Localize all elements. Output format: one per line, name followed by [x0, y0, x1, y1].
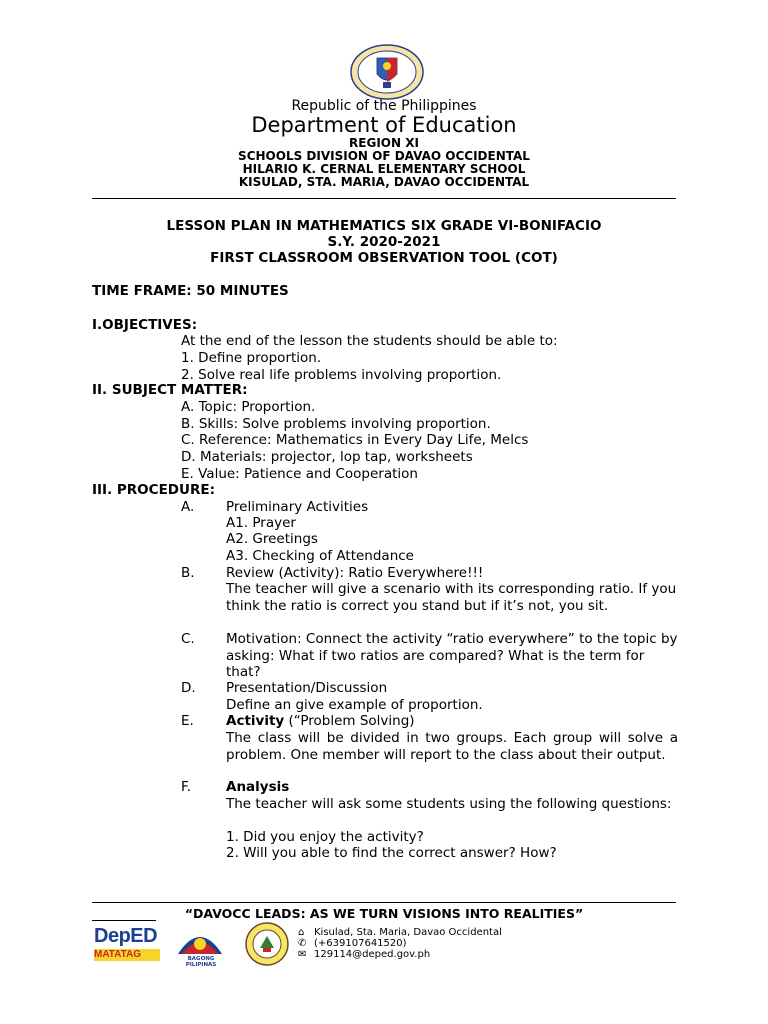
step-a-title: Preliminary Activities — [226, 499, 369, 515]
step-f-question: 1. Did you enjoy the activity? — [226, 829, 424, 845]
contact-email: 129114@deped.gov.ph — [314, 949, 431, 960]
step-d-letter: D. — [181, 680, 196, 696]
subject-matter-heading: II. SUBJECT MATTER: — [92, 382, 248, 398]
step-f-body: The teacher will ask some students using the following questions: — [226, 796, 672, 812]
contact-address: Kisulad, Sta. Maria, Davao Occidental — [314, 927, 502, 938]
procedure-heading: III. PROCEDURE: — [92, 482, 215, 498]
republic-line: Republic of the Philippines — [291, 98, 477, 114]
deped-logo-text: DepED — [94, 925, 158, 947]
header-divider — [92, 198, 676, 199]
email-icon: ✉ — [298, 949, 307, 960]
step-f-title: Analysis — [226, 779, 290, 795]
step-e-letter: E. — [181, 713, 194, 729]
phone-icon: ✆ — [298, 938, 307, 949]
department-title: Department of Education — [251, 113, 517, 137]
school-line: HILARIO K. CERNAL ELEMENTARY SCHOOL — [242, 162, 526, 176]
step-a-letter: A. — [181, 499, 195, 515]
step-f-question: 2. Will you able to find the correct answer? How? — [226, 845, 557, 861]
step-b-title: Review (Activity): Ratio Everywhere!!! — [226, 565, 484, 581]
step-a-sub: A2. Greetings — [226, 531, 318, 547]
step-d-body: Define an give example of proportion. — [226, 697, 483, 713]
objectives-heading: I.OBJECTIVES: — [92, 317, 198, 333]
subject-item: D. Materials: projector, lop tap, worksheets — [181, 449, 473, 465]
footer-short-rule — [92, 920, 156, 921]
step-b-letter: B. — [181, 565, 195, 581]
step-e-title-rest: (“Problem Solving) — [284, 713, 415, 729]
step-e-title — [226, 713, 678, 730]
step-e-title-bold: Activity — [226, 713, 285, 729]
step-d-title: Presentation/Discussion — [226, 680, 388, 696]
region-line: REGION XI — [349, 136, 419, 150]
deped-matatag-logo — [94, 925, 160, 961]
subject-item: C. Reference: Mathematics in Every Day Life, Melcs — [181, 432, 529, 448]
subject-item: E. Value: Patience and Cooperation — [181, 466, 418, 482]
observation-title: FIRST CLASSROOM OBSERVATION TOOL (COT) — [210, 250, 558, 266]
footer-divider — [92, 902, 676, 903]
objective-item: 2. Solve real life problems involving proportion. — [181, 367, 502, 383]
step-a-sub: A3. Checking of Attendance — [226, 548, 414, 564]
step-c-body: Motivation: Connect the activity “ratio everywhere” to the topic by asking: What if two ratios are compared? What is the term for that? — [226, 631, 678, 681]
school-year: S.Y. 2020-2021 — [327, 234, 441, 250]
home-icon: ⌂ — [298, 927, 305, 938]
footer-motto: “DAVOCC LEADS: AS WE TURN VISIONS INTO REALITIES” — [184, 906, 584, 921]
step-c-letter: C. — [181, 631, 195, 647]
step-f-letter: F. — [181, 779, 191, 795]
school-seal-logo — [245, 922, 289, 966]
lesson-plan-title: LESSON PLAN IN MATHEMATICS SIX GRADE VI-BONIFACIO — [166, 218, 602, 234]
objective-item: 1. Define proportion. — [181, 350, 322, 366]
step-a-sub: A1. Prayer — [226, 515, 296, 531]
division-line: SCHOOLS DIVISION OF DAVAO OCCIDENTAL — [238, 149, 530, 163]
step-b-body: The teacher will give a scenario with its corresponding ratio. If you think the ratio is correct you stand but if it’s not, you sit. — [226, 581, 677, 614]
bagong-pilipinas-text: BAGONG PILIPINAS — [185, 956, 217, 968]
address-line: KISULAD, STA. MARIA, DAVAO OCCIDENTAL — [238, 175, 530, 189]
subject-item: A. Topic: Proportion. — [181, 399, 316, 415]
step-e-body: The class will be divided in two groups. Each group will solve a problem. One member will report to the class about their output. — [226, 730, 678, 763]
contact-phone: (+639107641520) — [314, 938, 407, 949]
subject-item: B. Skills: Solve problems involving proportion. — [181, 416, 491, 432]
objectives-intro: At the end of the lesson the students should be able to: — [181, 333, 558, 349]
deped-seal-logo — [350, 44, 424, 100]
matatag-text: MATATAG — [94, 949, 160, 961]
time-frame: TIME FRAME: 50 MINUTES — [92, 283, 289, 299]
